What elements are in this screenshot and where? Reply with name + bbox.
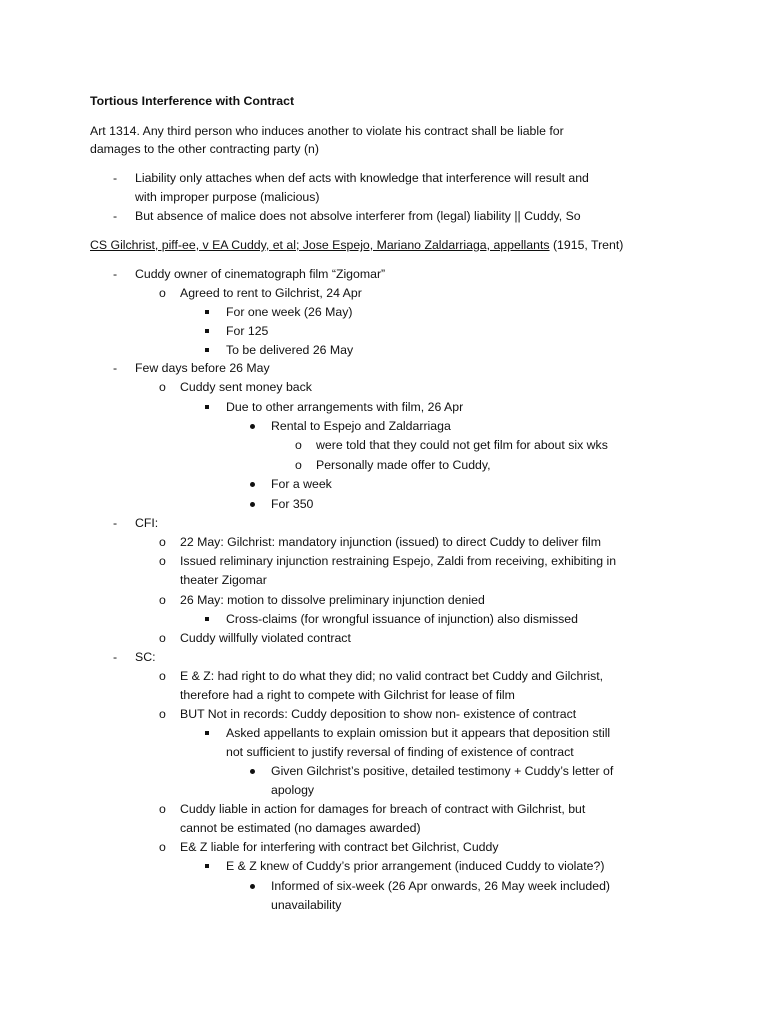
circle-marker: o	[159, 840, 166, 854]
case-name-underlined: CS Gilchrist, piff-ee, v EA Cuddy, et al; Jose Espejo, Mariano Zaldarriaga, appellants	[90, 238, 550, 252]
round-bullet	[250, 424, 255, 429]
circle-marker: o	[159, 802, 166, 816]
circle-marker: o	[159, 535, 166, 549]
circle-marker: o	[159, 554, 166, 568]
outline-item: For a week	[271, 477, 332, 491]
square-bullet	[205, 310, 209, 314]
circle-marker: o	[159, 707, 166, 721]
circle-marker: o	[295, 458, 302, 472]
circle-marker: o	[295, 438, 302, 452]
outline-item: E& Z liable for interfering with contract bet Gilchrist, Cuddy	[180, 840, 499, 854]
dash-marker: -	[113, 361, 118, 375]
outline-item: not sufficient to justify reversal of finding of existence of contract	[226, 745, 574, 759]
outline-item: Few days before 26 May	[135, 361, 270, 375]
outline-item: 22 May: Gilchrist: mandatory injunction (issued) to direct Cuddy to deliver film	[180, 535, 601, 549]
outline-item: cannot be estimated (no damages awarded)	[180, 821, 421, 835]
circle-marker: o	[159, 631, 166, 645]
outline-item: Asked appellants to explain omission but it appears that deposition still	[226, 726, 611, 740]
circle-marker: o	[159, 380, 166, 394]
square-bullet	[205, 864, 209, 868]
outline-item: To be delivered 26 May	[226, 343, 354, 357]
bullet-text: with improper purpose (malicious)	[135, 190, 320, 204]
outline-item: apology	[271, 783, 315, 797]
outline-item: For 350	[271, 497, 314, 511]
dash-marker: -	[113, 516, 118, 530]
dash-marker: -	[113, 171, 118, 185]
outline-item: Given Gilchrist’s positive, detailed testimony + Cuddy’s letter of	[271, 764, 614, 778]
outline-item: 26 May: motion to dissolve preliminary injunction denied	[180, 593, 485, 607]
square-bullet	[205, 348, 209, 352]
outline-item: unavailability	[271, 898, 342, 912]
bullet-text: Liability only attaches when def acts with knowledge that interference will result and	[135, 171, 589, 185]
outline-item: theater Zigomar	[180, 573, 267, 587]
outline-item: Issued reliminary injunction restraining Espejo, Zaldi from receiving, exhibiting in	[180, 554, 617, 568]
square-bullet	[205, 731, 209, 735]
square-bullet	[205, 405, 209, 409]
outline-item: Cuddy owner of cinematograph film “Zigomar”	[135, 267, 386, 281]
outline-item: Cuddy willfully violated contract	[180, 631, 351, 645]
case-citation: (1915, Trent)	[549, 238, 624, 252]
outline-item: Personally made offer to Cuddy,	[316, 458, 491, 472]
circle-marker: o	[159, 669, 166, 683]
dash-marker: -	[113, 650, 118, 664]
round-bullet	[250, 884, 255, 889]
outline-item: Cuddy liable in action for damages for breach of contract with Gilchrist, but	[180, 802, 586, 816]
square-bullet	[205, 617, 209, 621]
round-bullet	[250, 769, 255, 774]
article-text-line-1: Art 1314. Any third person who induces another to violate his contract shall be liable for	[90, 124, 564, 138]
outline-item: For one week (26 May)	[226, 305, 353, 319]
case-heading	[90, 237, 623, 254]
round-bullet	[250, 502, 255, 507]
outline-item: Informed of six-week (26 Apr onwards, 26 May week included)	[271, 879, 611, 893]
dash-marker: -	[113, 209, 118, 223]
outline-item: Rental to Espejo and Zaldarriaga	[271, 419, 451, 433]
outline-item: Agreed to rent to Gilchrist, 24 Apr	[180, 286, 362, 300]
circle-marker: o	[159, 286, 166, 300]
outline-item: E & Z knew of Cuddy’s prior arrangement (induced Cuddy to violate?)	[226, 859, 605, 873]
outline-item: CFI:	[135, 516, 159, 530]
outline-item: SC:	[135, 650, 156, 664]
round-bullet	[250, 482, 255, 487]
outline-item: therefore had a right to compete with Gilchrist for lease of film	[180, 688, 515, 702]
outline-item: Cuddy sent money back	[180, 380, 312, 394]
outline-item: Cross-claims (for wrongful issuance of injunction) also dismissed	[226, 612, 578, 626]
square-bullet	[205, 329, 209, 333]
article-text-line-2: damages to the other contracting party (n)	[90, 142, 319, 156]
bullet-text: But absence of malice does not absolve interferer from (legal) liability || Cuddy, So	[135, 209, 581, 223]
outline-item: were told that they could not get film for about six wks	[316, 438, 608, 452]
document-title: Tortious Interference with Contract	[90, 94, 295, 108]
dash-marker: -	[113, 267, 118, 281]
outline-item: For 125	[226, 324, 269, 338]
circle-marker: o	[159, 593, 166, 607]
outline-item: BUT Not in records: Cuddy deposition to show non- existence of contract	[180, 707, 577, 721]
outline-item: Due to other arrangements with film, 26 Apr	[226, 400, 464, 414]
outline-item: E & Z: had right to do what they did; no valid contract bet Cuddy and Gilchrist,	[180, 669, 604, 683]
